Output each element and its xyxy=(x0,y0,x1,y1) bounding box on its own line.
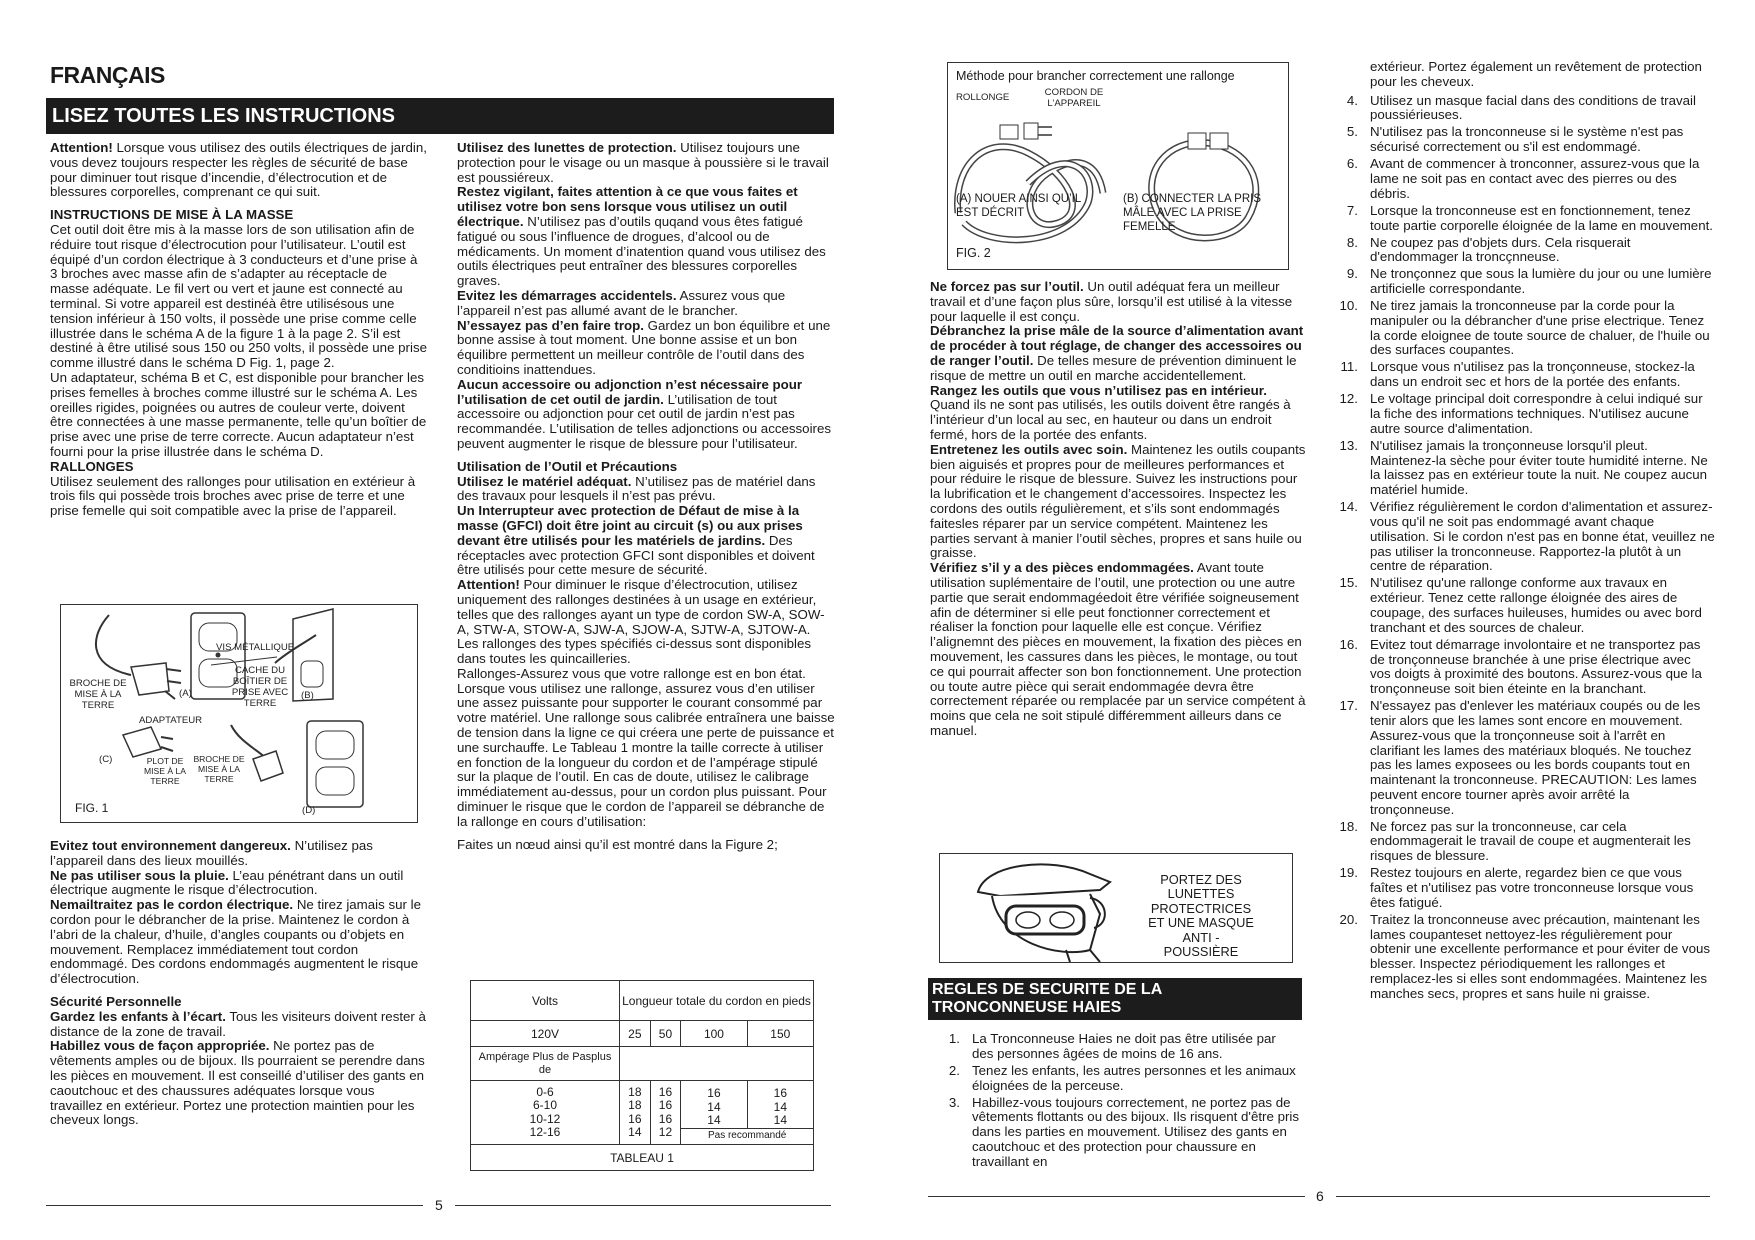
dress-paragraph: Habillez vous de façon appropriée. Ne portez pas de vêtements amples ou de bijoux. Ils pourraient se perendre dans les pièces en mouvement. Il est conseillé d’utiliser des gants en caoutchouc et des chaussures adéquates lorsque vous travaillez en extérieur. Portez une protection maintien pour les cheveux longs. xyxy=(50,1038,425,1128)
fig2-caption-b: (B) CONNECTER LA PRIS MÂLE AVEC LA PRISE FEMELLE xyxy=(1123,193,1262,233)
adapter-text: Un adaptateur, schéma B et C, est disponible pour brancher les prises femelles à broches comme illustré sur le schéma A. Les oreilles rigides, poignées ou autres de couleur verte, doivent être connectées à une masse permanente, telle qu’un boîtier de prise avec une prise de terre correcte. Aucun adaptateur n’est fourni pour la prise illustrée dans le schéma D. xyxy=(50,369,427,459)
vigilant-paragraph: Restez vigilant, faites attention à ce que vous faites et utilisez votre bon sens lorsque vous utilisez un outil électrique. N’utilisez pas d’outils quqand vous êtes fatigué fatigué ou sous l’influence de drogues, d’alcool ou de médicaments. Un moment d’inatention quand vous utilisez des outils électriques peut entraîner des blessures corporelles graves. xyxy=(457,184,826,289)
rule-text: Evitez tout démarrage involontaire et ne transportez pas de tronçonneuse branchée à une prise électrique avec vos doigts à proximité des boutons. Assurez-vous que la tronçonneuse soit bien éteinte en la branchant. xyxy=(1370,636,1702,697)
safety-glasses-box xyxy=(939,853,1293,963)
fig1-label-plot: PLOT DE MISE À LA TERRE xyxy=(143,756,187,786)
rule-item xyxy=(1328,913,1715,1002)
rallonges-text: Utilisez seulement des rallonges pour utilisation en extérieur à trois fils qui possède trois broches avec prise de terre et une prise femelle qui soit compatible avec la prise de l’appareil. xyxy=(50,473,416,519)
rules-list-left xyxy=(930,1032,1300,1172)
table-voltage: 120V xyxy=(471,1021,620,1047)
figure-2 xyxy=(947,62,1289,270)
rule-number: 7. xyxy=(1346,202,1358,218)
rule-number: 5. xyxy=(1346,124,1358,140)
rule-text: Tenez les enfants, les autres personnes et les animaux éloignées de la perceuse. xyxy=(972,1062,1296,1093)
att-paragraph: Attention! Pour diminuer le risque d’électrocution, utilisez uniquement des rallonges destinées à un usage en extérieur, telles que des rallonges ayant un type de cordon SW-A, SOW-A, STW-A, STOW-A, SJW-A, SJOW-A, SJTW-A, SJTOW-A. xyxy=(457,577,825,637)
rule-item xyxy=(1328,699,1715,817)
rule-number: 1. xyxy=(948,1031,960,1046)
fig1-label-adaptateur: ADAPTATEUR xyxy=(139,715,203,726)
rule-item xyxy=(1328,236,1715,266)
rule-item xyxy=(1328,204,1715,234)
right-column-2 xyxy=(1328,60,1715,1004)
goggles-person-icon xyxy=(940,854,1140,962)
fig1-label-d: (D) xyxy=(302,805,316,816)
fig1-label-broche: BROCHE DE MISE À LA TERRE xyxy=(69,678,127,711)
table-col-100-150 xyxy=(681,1081,814,1145)
rule-text: N'utilisez qu'une rallonge conforme aux travaux en extérieur. Tenez cette rallonge éloignée des aires de coupage, des surfaces huileuses, humides ou avec bord tranchant et des sources de chaleur. xyxy=(1370,575,1702,635)
rule-item xyxy=(1328,360,1715,390)
rule-number: 18. xyxy=(1339,818,1358,834)
rule-item xyxy=(1328,267,1715,297)
gfci-paragraph: Un Interrupteur avec protection de Défaut de mise à la masse (GFCI) doit être joint au circuit (s) ou aux prises devant être utilisés pour les matériels de jardins. Des réceptacles avec protection GFCI sont disponibles et doivent être utilisés pour cette mesure de sécurité. xyxy=(457,503,815,578)
check-paragraph: Vérifiez s’il y a des pièces endommagées. Avant toute utilisation suplémentaire de l’outil, une protection ou une autre partie que serait endommagéedoit être vérifiée soigneusement afin de déterminer si elle peut fonctionner correctement et réaliser la fonction pour laquelle elle est conçue. Vérifiez l’alignemnt des pièces en mouvement, la fixation des pièces en mouvement, les cassures dans les pièces, le montage, ou tout ce qui pourrait affecter son bon fonctionnement. Une protection ou toute autre pièce qui serait endommagée devra être correctement réparée ou remplacée par un service compétent à moins que cela ne soit stipulé différemment ailleurs dans ce manuel. xyxy=(930,560,1306,738)
rule-item xyxy=(930,1032,1300,1062)
table-col-150: 16 14 14 xyxy=(773,1086,787,1127)
rule-number: 8. xyxy=(1346,234,1358,250)
glasses-paragraph: Utilisez des lunettes de protection. Utilisez toujours une protection pour le visage ou un masque à poussière si le travail est poussiéreux. xyxy=(457,140,829,185)
rule-number: 10. xyxy=(1339,298,1358,314)
rule3-continued: extérieur. Portez également un revêtement de protection pour les cheveux. xyxy=(1370,59,1702,89)
glasses-box-text: PORTEZ DES LUNETTES PROTECTRICES ET UNE MASQUE ANTI - POUSSIÈRE xyxy=(1148,872,1254,960)
accessory-paragraph: Aucun accessoire ou adjonction n’est nécessaire pour l’utilisation de cet outil de jardin. L’utilisation de tout accessoire ou adjonction pour cet outil de jardin n’est pas recommandée. L’utilisation de telles adjonctions ou accessoires peuvent augmenter le risque de blessure pour l’utilisateur. xyxy=(457,376,832,451)
fig2-title: Méthode pour brancher correctement une rallonge xyxy=(956,69,1235,83)
fig1-drawing xyxy=(61,605,417,822)
rule-number: 11. xyxy=(1340,359,1358,375)
rule-item xyxy=(1328,392,1715,436)
table-not-recommended: Pas recommandé xyxy=(681,1128,813,1143)
rule-number: 19. xyxy=(1339,865,1358,881)
rule-number: 3. xyxy=(948,1094,960,1110)
rule-text: Traitez la tronconneuse avec précaution, maintenant les lames coupanteset nettoyez-les régulièrement pour obtenir une excellente performance et pour éviter de vous blesser. Inspectez périodiquement les rallonges et remplacez-les si elles sont endommagées. Maintenez les manches secs, propres et sans huile ni graisse. xyxy=(1370,911,1711,1001)
rule-item xyxy=(930,1064,1300,1094)
rule-text: N'essayez pas d'enlever les matériaux coupés ou de les tenir alors que les lames sont encore en mouvement. Assurez-vous que la tronçonneuse soit à l'arrêt en clarifiant les lames des matériaux bloqués. Ne touchez pas les lames exposees ou les bords coupants tout en maintenant la tronconneuse. PRECAUTION: Les lames peuvent encore tourner après avoir arrêté la tronçonneuse. xyxy=(1370,698,1701,817)
types-paragraph: Les rallonges des types spécifiés ci-dessus sont disponibles dans toutes les quincailleries. xyxy=(457,636,812,667)
rule-text: Vérifiez régulièrement le cordon d'alimentation et assurez-vous qu'il ne soit pas endommagé avant chaque utilisation. Si le cordon n'est pas en bonne état, veuillez ne pas utiliser la tronconneuse. Rapportez-la plutôt à un centre de réparation. xyxy=(1370,499,1715,574)
table-length: 150 xyxy=(747,1021,813,1047)
rule-item xyxy=(1328,94,1715,124)
fig1-label-c: (C) xyxy=(99,754,113,765)
rallonges-heading: RALLONGES xyxy=(50,458,134,474)
rule-text: Avant de commencer à tronconner, assurez-vous que la lame ne soit pas en contact avec des pierres ou des débris. xyxy=(1370,156,1700,201)
table-empty xyxy=(620,1047,814,1081)
rule-text: La Tronconneuse Haies ne doit pas être utilisée par des personnes âgées de moins de 16 ans. xyxy=(972,1031,1276,1061)
fig1-caption: FIG. 1 xyxy=(75,801,109,815)
rain-paragraph: Ne pas utiliser sous la pluie. L’eau pénétrant dans un outil électrique augmente le risque d’électrocution. xyxy=(50,867,404,898)
rule-text: N'utilisez jamais la tronçonneuse lorsqu'il pleut. Maintenez-la sèche pour éviter toute humidité interne. Ne la laissez pas en extérieur toute la nuit. Ne coupez aucun matériel humide. xyxy=(1370,437,1708,498)
language-heading: FRANÇAIS xyxy=(50,62,165,88)
rule-item xyxy=(1328,638,1715,697)
figure-1 xyxy=(60,604,418,823)
env-paragraph: Evitez tout environnement dangereux. N’utilisez pas l’appareil dans des lieux mouillés. xyxy=(50,838,373,868)
table-length: 100 xyxy=(681,1021,747,1047)
rule-number: 16. xyxy=(1339,636,1358,652)
rule-item xyxy=(930,1096,1300,1170)
table-amp-header: Ampérage Plus de Pasplus de xyxy=(471,1047,620,1081)
fig1-label-vis: VIS MÉTALLIQUE xyxy=(216,642,295,653)
rule-text: Ne tronçonnez que sous la lumière du jour ou une lumière artificielle correspondante. xyxy=(1370,266,1712,297)
store-paragraph: Rangez les outils que vous n’utilisez pas en intérieur. Quand ils ne sont pas utilisés, les outils doivent être rangés à l’intérieur d’un local au sec, en hauteur ou dans un endroit fermé, hors de la portée des enfants. xyxy=(930,382,1291,442)
fig1-label-broche2: BROCHE DE MISE À LA TERRE xyxy=(193,754,245,784)
table-ranges: 0-6 6-10 10-12 12-16 xyxy=(471,1081,620,1145)
rule-text: Restez toujours en alerte, regardez bien ce que vous faîtes et n'utilisez pas votre tronconneuse lorsque vous êtes fatigué. xyxy=(1370,865,1694,910)
fig1-label-cache: CACHE DU BOÎTIER DE PRISE AVEC TERRE xyxy=(231,665,289,709)
rule-text: Habillez-vous toujours correctement, ne portez pas de vêtements flottants ou des bijoux. Ils risquent d'être pris dans les parties en mouvement. Utilisez des gants en caoutchouc et des protection pour chaussure en travaillant en xyxy=(972,1094,1300,1169)
rule-text: N'utilisez pas la tronconneuse si le système n'est pas sécurisé correctement ou s'il est endommagé. xyxy=(1370,124,1684,155)
rule-number: 15. xyxy=(1339,575,1358,591)
table-volts-header: Volts xyxy=(471,981,620,1021)
equip-paragraph: Utilisez le matériel adéquat. N’utilisez pas de matériel dans des travaux pour lesquels il n’est pas prévu. xyxy=(457,473,816,504)
page-number-left: 5 xyxy=(435,1197,443,1213)
table-length: 50 xyxy=(650,1021,681,1047)
rule-text: Lorsque la tronconneuse est en fonctionnement, tenez toute partie corporelle éloignée de la lame en mouvement. xyxy=(1370,202,1713,233)
rule-text: Utilisez un masque facial dans des conditions de travail poussiérieuses. xyxy=(1370,92,1696,123)
fig2-label-rollonge: ROLLONGE xyxy=(956,92,1010,103)
table-length: 25 xyxy=(620,1021,651,1047)
page-number-right: 6 xyxy=(1316,1188,1324,1204)
fig1-label-b: (B) xyxy=(301,690,314,701)
rule-number: 13. xyxy=(1339,437,1358,453)
instructions-banner: LISEZ TOUTES LES INSTRUCTIONS xyxy=(46,98,834,134)
rule-number: 20. xyxy=(1339,911,1358,927)
rule-text: Le voltage principal doit correspondre à celui indiqué sur la fiche des informations techniques. N'utilisez aucune autre source d'alimentation. xyxy=(1370,391,1703,436)
rules-list xyxy=(930,1032,1300,1170)
force-paragraph: Ne forcez pas sur l’outil. Un outil adéquat fera un meilleur travail et d’une façon plus sûre, lorsqu’il est utilisé à la vitesse pour laquelle il est conçu. xyxy=(930,279,1293,324)
rules-banner: REGLES DE SECURITE DE LA TRONCONNEUSE HAIES xyxy=(928,978,1302,1020)
rule-text: Ne tirez jamais la tronconneuse par la corde pour la manipuler ou la débrancher d'une prise electrique. Tenez la corde eloignee de toute source de chaluer, de l'huile ou des surfaces coupantes. xyxy=(1370,298,1710,358)
table-length-header: Longueur totale du cordon en pieds xyxy=(620,981,814,1021)
rule-item xyxy=(1328,299,1715,358)
rule-item xyxy=(1328,820,1715,864)
rule-text: Ne coupez pas d'objets durs. Cela risquerait d'endommager la troncçnneuse. xyxy=(1370,234,1631,265)
ground-heading: INSTRUCTIONS DE MISE À LA MASSE xyxy=(50,207,294,223)
rule-number: 9. xyxy=(1346,266,1358,282)
rule-number: 6. xyxy=(1346,156,1358,172)
personal-heading: Sécurité Personnelle xyxy=(50,993,182,1009)
cord-paragraph: Nemailtraitez pas le cordon électrique. Ne tirez jamais sur le cordon pour le débrancher de la prise. Maintenez le cordon à l’abri de la chaleur, d’huile, d’angles coupants ou d’objets en mouvement. Remplacez immédiatement tout cordon endommagé. Des cordons endommagés augmentent le risque d’électrocution. xyxy=(50,897,421,987)
attention-paragraph: Attention! Lorsque vous utilisez des outils électriques de jardin, vous devez toujours respecter les règles de sécurité de base pour diminuer tout risque d’incendie, d’électrocution et de blessures corporelles, comprenant ce qui suit. xyxy=(50,140,427,200)
usage-heading: Utilisation de l’Outil et Précautions xyxy=(457,458,678,474)
footer-rule xyxy=(1336,1196,1710,1197)
maint-paragraph: Entretenez les outils avec soin. Maintenez les outils coupants bien aiguisés et propres pour de meilleures performances et pour réduire le risque de blessure. Suivez les instructions pour la lubrification et le changement d’accessoires. Inspectez les cordons des outils régulièrement, et s’ils sont endommagés faitesles réparer par un service compétent. Maintenez les parties servant à manier l’outil sèches, propres et sans huile ou graisse. xyxy=(930,441,1306,561)
right-column-1 xyxy=(930,280,1306,739)
kids-paragraph: Gardez les enfants à l’écart. Tous les visiteurs doivent rester à distance de la zone de travail. xyxy=(50,1008,426,1039)
fig1-label-a: (A) xyxy=(179,688,192,699)
table-col-100: 16 14 14 xyxy=(681,1081,747,1128)
rule-item xyxy=(1328,125,1715,155)
fig2-caption: FIG. 2 xyxy=(956,246,991,260)
rule-number: 4. xyxy=(1346,92,1358,108)
rule-text: Ne forcez pas sur la tronconneuse, car cela endommagerait le travail de coupe et augmenterait les risques de blessure. xyxy=(1370,818,1691,864)
rule-item xyxy=(1328,866,1715,910)
rule-item xyxy=(1328,500,1715,574)
rule-item xyxy=(1328,157,1715,201)
start-paragraph: Evitez les démarrages accidentels. Assurez vous que l’appareil n’est pas allumé avant de le brancher. xyxy=(457,287,786,318)
footer-rule xyxy=(46,1205,423,1206)
rule-number: 17. xyxy=(1339,698,1358,714)
rule-text: Lorsque vous n'utilisez pas la tronçonneuse, stockez-la dans un endroit sec et hors de la portée des enfants. xyxy=(1370,359,1695,390)
rules-list xyxy=(1328,94,1715,1002)
table-col-25: 18 18 16 14 xyxy=(620,1081,651,1145)
table-col-50: 16 16 16 12 xyxy=(650,1081,681,1145)
rule-item xyxy=(1328,576,1715,635)
rallonge-paragraph: Rallonges-Assurez vous que votre rallonge est en bon état. Lorsque vous utilisez une rallonge, assurez vous d’en utiliser une assez puissante pour supporter le courant consommé par votre matériel. Une rallonge sous calibrée entraînera une baisse de tension dans la ligne ce qui créera une perte de puissance et une surchauffe. Le Tableau 1 montre la taille correcte à utiliser en fonction de la longueur du cordon et de l’ampérage stipulé sur la plaque de l’outil. En cas de doute, utilisez le calibrage immédiatement au-dessus, pour un cordon plus puissant. Pour diminuer le risque que le cordon de l’appareil se débranche de la rallonge en cours d’utilisation: xyxy=(457,665,835,829)
footer-rule xyxy=(928,1196,1305,1197)
left-column-1 xyxy=(50,141,428,519)
knot-paragraph: Faites un nœud ainsi qu’il est montré dans la Figure 2; xyxy=(457,836,778,852)
footer-rule xyxy=(455,1205,831,1206)
rule-number: 14. xyxy=(1339,499,1358,515)
reach-paragraph: N’essayez pas d’en faire trop. Gardez un bon équilibre et une bonne assise à tout moment. Une bonne assise et un bon équilibre permettent un meilleur contrôle de l’outil dans des conditioins inattendues. xyxy=(457,317,831,377)
rule-number: 2. xyxy=(948,1062,960,1078)
fig2-caption-a: (A) NOUER AINSI QU’IL EST DÉCRIT xyxy=(956,193,1081,219)
rule-item xyxy=(1328,439,1715,498)
table-1 xyxy=(470,980,814,1171)
rule-number: 12. xyxy=(1339,391,1358,407)
left-column-1-bottom xyxy=(50,839,428,1128)
unplug-paragraph: Débranchez la prise mâle de la source d’alimentation avant de procéder à tout réglage, de changer des accessoires ou de ranger l’outil. De telles mesure de prévention diminuent le risque de mettre un outil en marche accidentellement. xyxy=(930,323,1304,383)
table-caption: TABLEAU 1 xyxy=(471,1145,814,1171)
fig2-label-cordon: CORDON DE L’APPAREIL xyxy=(1044,87,1104,109)
ground-text: Cet outil doit être mis à la masse lors de son utilisation afin de réduire tout risque d’électrocution pour l’utilisateur. L’outil est équipé d’un cordon électrique à 3 conducteurs et d’une prise à 3 broches avec masse afin de s’adapter au réceptacle de masse adéquate. Le fil vert ou vert et jaune est connecté au terminal. Si votre appareil est destinéà être utilisésous une tension inférieur à 150 volts, il possède une prise comme celle illustrée dans le schéma A de la figure 1 à la page 2. S’il est destiné à être utilisé sous 150 ou 250 volts, il possède une prise comme illustré dans le schéma D Fig. 1, page 2. xyxy=(50,221,427,371)
left-column-2 xyxy=(457,141,837,852)
